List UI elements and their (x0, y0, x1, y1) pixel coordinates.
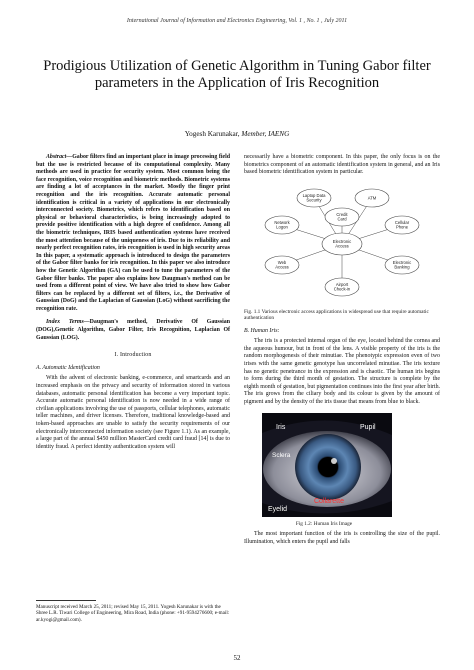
diagram-node-label: Laptop Data Security (302, 192, 326, 203)
author-role: Member, IAENG (241, 130, 290, 138)
index-terms (36, 319, 230, 342)
diagram-node (385, 216, 419, 234)
diagram-node (265, 216, 299, 234)
figure-caption: Fig 1.2: Human Iris Image (295, 520, 353, 527)
applications-diagram (244, 183, 440, 305)
abstract-lead: Abstract (46, 154, 67, 160)
right-column (244, 154, 440, 546)
intro-paragraph: With the advent of electronic banking, e-commerce, and smartcards and an increased emphasis on the privacy and security of information stored in various databases, automatic personal identification has become a very important topic. Accurate automatic personal identification is now needed in a wide range of civilian applications involving the use of passports, cellular telephones, automatic teller machines, and driver licenses. Therefore, traditional knowledge-based and token-based approaches are unable to satisfy the security requirements of our electronically interconnected information society (see Figure 1.1). As an example, a large part of the annual $450 million MasterCard credit card fraud [14] is due to identity fraud. A perfect identity authentication system will (36, 375, 230, 450)
abstract-text: —Gabor filters find an important place in image processing field but the use is restricted because of its computational complexity. Many methods are used in practice for security system. Most common being the face recognition, voice recognition and biometric methods. Biometric systems are finding a lot of acceptances in the market. Mostly the finger print recognition and the iris recognition. Accurate automatic personal identification is critical in a variety of applications in our electronically interconnected society. Biometrics, which refers to identification based on physical or behavioral characteristics, is being increasingly adopted to provide positive identification with a high degree of confidence. Among all the biometric techniques, IRIS based authentication systems have received the most attention because of the uniqueness of iris. Due to its reliability and nearly perfect recognition rates, iris recognition is used in high security areas In this paper, a systematic approach is introduced to design the parameters of the Gabor filter banks for iris recognition. In this paper we also introduce how the Genetic Algorithm (GA) can be used to tune the parameters of the Gabor filter banks. The paper also explains how Daugman's method can be used from a different point of view. We have also tried to show how Gabor filters can be replaced by a different set of filters, i.e., the Derivative of Gaussian (DoG) and the Laplacian of Gaussian (LoG) without sacrificing the recognition rate. (36, 154, 230, 312)
iris-photo (262, 413, 392, 517)
subsection-heading: A. Automatic Identification (36, 364, 100, 371)
author-line (0, 130, 474, 138)
footnote: Manuscript received March 25, 2011; revised May 15, 2011. Yogesh Karunakar is with the Shree L.R. Tiwari College of Engineering, Mira Road, India (phone: +91-9594276600; e-mail: ar.kyogi@gmail.com). (36, 604, 230, 623)
journal-header: International Journal of Information and Electronics Engineering, Vol. 1 , No. 1 , July 2011 (126, 18, 348, 24)
diagram-node-label: Cellular Phone (394, 219, 410, 230)
figure-iris-image (262, 413, 392, 517)
figure-applications-diagram (244, 183, 440, 305)
figure-caption: Fig. 1.1 Various electronic access applications in widespread use that require automatic authentication (244, 308, 429, 322)
diagram-node-label: Airport Check-in (333, 281, 351, 292)
author-name: Yogesh Karunakar, (184, 130, 242, 138)
diagram-node-label: Electronic Banking (392, 259, 412, 270)
section-heading: I. Introduction (114, 352, 152, 359)
diagram-node-label: Credit Card (336, 211, 348, 222)
footnote-rule (36, 600, 96, 601)
diagram-node-label: Network Logon (274, 219, 290, 230)
continued-paragraph: necessarily have a biometric component. In this paper, the only focus is on the biometrics component of an automatic identification system in general, and an Iris based biometric identification system in particular. (244, 154, 440, 176)
label-pupil: Pupil (360, 423, 376, 431)
diagram-node (325, 208, 359, 226)
label-sclera: Sclera (272, 451, 291, 459)
label-iris: Iris (276, 423, 286, 431)
diagram-node (265, 256, 299, 274)
diagram-node (385, 256, 419, 274)
diagram-node-label: Electronic Access (332, 238, 352, 249)
left-column (36, 154, 230, 451)
abstract (36, 154, 230, 313)
diagram-node-label: ATM (367, 195, 377, 201)
index-terms-lead: Index Terms (46, 319, 84, 326)
diagram-node (322, 233, 362, 255)
diagram-node (325, 278, 359, 296)
page-number: 52 (233, 654, 241, 662)
subsection-heading: B. Human Iris: (244, 327, 280, 334)
label-eyelid: Eyelid (268, 505, 288, 513)
diagram-node (297, 189, 331, 207)
iris-paragraph: The iris is a protected internal organ of the eye, located behind the cornea and the aqueous humour, but in front of the lens. A visible property of the iris is the random morphogenesis of their minutiae. The phenotypic expression even of two irises with the same genetic genotype has uncorrelated minutiae. The iris texture has no genetic penetrance in the expression and is chaotic. The human iris begins to form during the third month of gestation. The structure is complete by the eighth month of gestation, but pigmentation continues into the first year after birth. The iris grows from the ciliary body and its colour is given by the amount of pigment and by the density of the iris tissue that means from blue to black. (244, 338, 440, 405)
paper-title: Prodigious Utilization of Genetic Algorithm in Tuning Gabor filter parameters in the Application of Iris Recognition (43, 58, 431, 91)
label-collarette: Collarette (314, 497, 344, 505)
diagram-node (355, 189, 389, 207)
index-terms-text: —Daugman's method, Derivative Of Gaussian (DOG),Genetic Algorithm, Gabor Filter, Iris Recognition, Laplacian Of Gaussian (LOG). (36, 319, 231, 341)
diagram-node-label: Web Access (275, 259, 289, 270)
iris-paragraph: The most important function of the iris is controlling the size of the pupil. Illumination, which enters the pupil and falls (244, 530, 440, 545)
